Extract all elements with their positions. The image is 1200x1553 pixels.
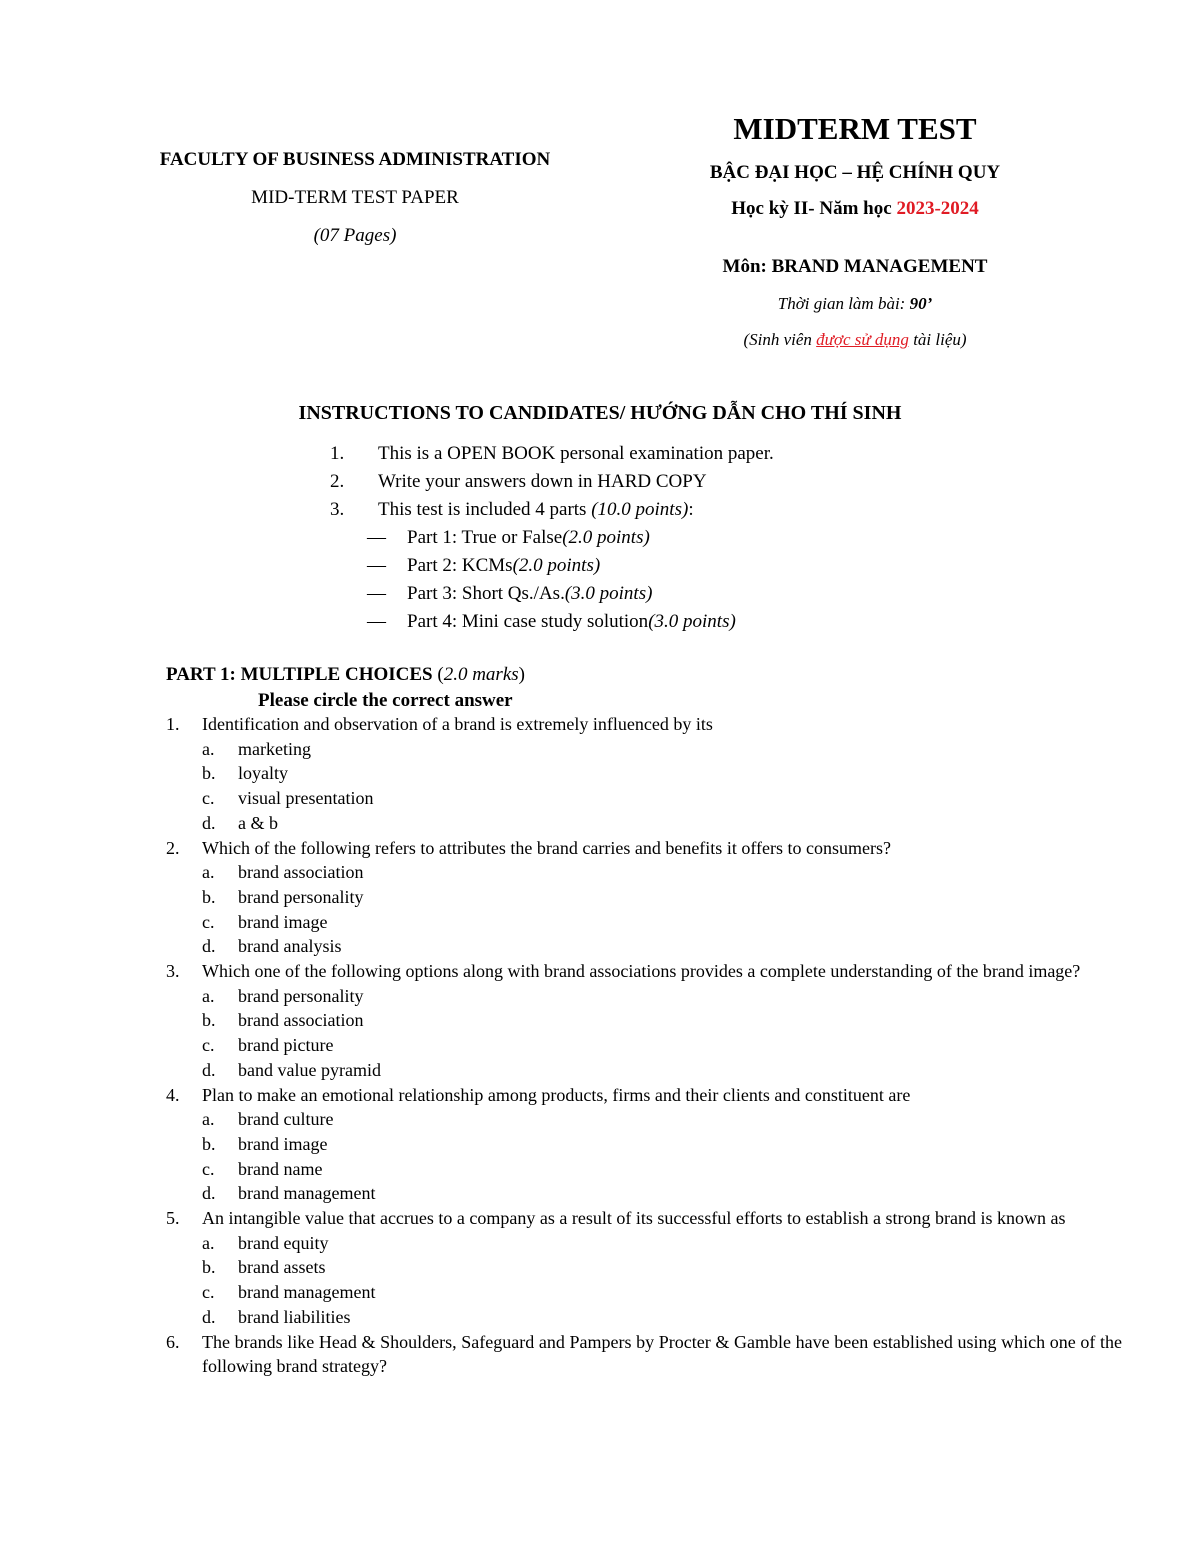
question-text: Plan to make an emotional relationship among products, firms and their clients and constituent are bbox=[202, 1084, 911, 1105]
dash-bullet: — bbox=[367, 583, 386, 604]
question-item bbox=[166, 1206, 1122, 1231]
option-letter: b. bbox=[202, 763, 216, 784]
instruction-text-main: This test is included 4 parts bbox=[378, 499, 592, 520]
part-summary-points: (3.0 points) bbox=[648, 611, 736, 632]
option-text: brand image bbox=[238, 1133, 328, 1154]
option-text: brand personality bbox=[238, 886, 364, 907]
instruction-item bbox=[330, 496, 1130, 524]
option-letter: b. bbox=[202, 1133, 216, 1154]
instruction-colon: : bbox=[688, 499, 694, 520]
part1-heading bbox=[166, 662, 1066, 688]
option-text: brand culture bbox=[238, 1109, 334, 1130]
option-letter: b. bbox=[202, 1257, 216, 1278]
option-text: a & b bbox=[238, 812, 278, 833]
option-text: brand name bbox=[238, 1158, 323, 1179]
duration-value: 90’ bbox=[909, 294, 933, 313]
option-text: loyalty bbox=[238, 763, 288, 784]
option-text: brand analysis bbox=[238, 936, 342, 957]
part1-heading-text: PART 1: MULTIPLE CHOICES bbox=[166, 664, 438, 685]
answer-option[interactable] bbox=[202, 885, 1122, 910]
answer-option[interactable] bbox=[202, 1280, 1122, 1305]
answer-option[interactable] bbox=[202, 737, 1122, 762]
page-count: (07 Pages) bbox=[313, 225, 397, 246]
option-letter: a. bbox=[202, 738, 215, 759]
instruction-text-main: This is a OPEN BOOK personal examination paper. bbox=[378, 443, 774, 464]
answer-option[interactable] bbox=[202, 1181, 1122, 1206]
instruction-text-main: Write your answers down in HARD COPY bbox=[378, 471, 707, 492]
option-letter: d. bbox=[202, 1306, 216, 1327]
instruction-points: (10.0 points) bbox=[591, 499, 689, 520]
answer-option[interactable] bbox=[202, 1008, 1122, 1033]
option-text: brand association bbox=[238, 862, 364, 883]
part1-marks: 2.0 marks bbox=[443, 664, 519, 685]
answer-option[interactable] bbox=[202, 1033, 1122, 1058]
instruction-text bbox=[378, 440, 774, 468]
subject-name: Môn: BRAND MANAGEMENT bbox=[722, 256, 988, 277]
option-letter: c. bbox=[202, 1158, 215, 1179]
question-number: 3. bbox=[166, 961, 180, 982]
instructions-title: INSTRUCTIONS TO CANDIDATES/ HƯỚNG DẪN CHO THÍ SINH bbox=[298, 402, 902, 424]
questions-list bbox=[166, 712, 1122, 1379]
part1-header bbox=[166, 662, 1066, 714]
education-level: BẬC ĐẠI HỌC – HỆ CHÍNH QUY bbox=[709, 162, 1001, 183]
part-summary-points: (2.0 points) bbox=[512, 555, 601, 576]
option-letter: d. bbox=[202, 936, 216, 957]
semester-line bbox=[610, 194, 1100, 224]
question-text: Which one of the following options along with brand associations provides a complete understanding of the brand image? bbox=[202, 961, 1081, 982]
option-text: brand management bbox=[238, 1183, 376, 1204]
part1-paren-close: ) bbox=[518, 664, 525, 685]
question-item bbox=[166, 712, 1122, 737]
answer-option[interactable] bbox=[202, 1058, 1122, 1083]
option-letter: d. bbox=[202, 1183, 216, 1204]
part-summary-points: (3.0 points) bbox=[564, 583, 653, 604]
instruction-number: 2. bbox=[330, 471, 345, 492]
question-number: 2. bbox=[166, 837, 180, 858]
answer-option[interactable] bbox=[202, 1255, 1122, 1280]
option-letter: a. bbox=[202, 1109, 215, 1130]
exam-duration bbox=[610, 290, 1100, 318]
answer-option[interactable] bbox=[202, 1305, 1122, 1330]
option-letter: c. bbox=[202, 788, 215, 809]
question-text: Which of the following refers to attributes the brand carries and benefits it offers to consumers? bbox=[202, 837, 891, 858]
page-title: MIDTERM TEST bbox=[733, 111, 977, 146]
dash-bullet: — bbox=[367, 555, 386, 576]
part-summary-text: Part 2: KCMs bbox=[407, 555, 513, 576]
answer-option[interactable] bbox=[202, 1157, 1122, 1182]
option-text: brand liabilities bbox=[238, 1306, 351, 1327]
semester-label: Học kỳ II- Năm học bbox=[731, 198, 897, 219]
faculty-name: FACULTY OF BUSINESS ADMINISTRATION bbox=[159, 149, 551, 170]
option-letter: d. bbox=[202, 1059, 216, 1080]
answer-option[interactable] bbox=[202, 761, 1122, 786]
instruction-item bbox=[330, 440, 1130, 468]
part1-paren-open: ( bbox=[437, 664, 444, 685]
option-text: brand assets bbox=[238, 1257, 326, 1278]
answer-option[interactable] bbox=[202, 811, 1122, 836]
option-letter: a. bbox=[202, 862, 215, 883]
answer-option[interactable] bbox=[202, 860, 1122, 885]
option-text: brand picture bbox=[238, 1035, 334, 1056]
question-item bbox=[166, 1083, 1122, 1108]
note-suffix: tài liệu) bbox=[908, 330, 967, 349]
option-letter: c. bbox=[202, 1282, 215, 1303]
question-text: Identification and observation of a brand is extremely influenced by its bbox=[202, 714, 713, 734]
part-summary-text: Part 4: Mini case study solution bbox=[407, 611, 649, 632]
question-number: 5. bbox=[166, 1208, 180, 1229]
answer-option[interactable] bbox=[202, 910, 1122, 935]
answer-option[interactable] bbox=[202, 1132, 1122, 1157]
note-highlight: được sử dụng bbox=[816, 330, 909, 349]
instruction-text bbox=[378, 496, 694, 524]
option-letter: c. bbox=[202, 911, 215, 932]
question-text: The brands like Head & Shoulders, Safeguard and Pampers by Procter & Gamble have been established using which one of the following brand strategy? bbox=[202, 1331, 1122, 1377]
question-number: 4. bbox=[166, 1084, 180, 1105]
answer-option[interactable] bbox=[202, 984, 1122, 1009]
option-letter: c. bbox=[202, 1035, 215, 1056]
question-item bbox=[166, 1330, 1122, 1379]
option-text: visual presentation bbox=[238, 788, 374, 809]
option-letter: a. bbox=[202, 985, 215, 1006]
option-text: brand association bbox=[238, 1010, 364, 1031]
option-text: marketing bbox=[238, 738, 311, 759]
option-text: brand personality bbox=[238, 985, 364, 1006]
part-summary-item bbox=[367, 552, 1130, 580]
part-summary-text: Part 3: Short Qs./As. bbox=[407, 583, 565, 604]
option-text: brand management bbox=[238, 1282, 376, 1303]
materials-note bbox=[610, 326, 1100, 354]
duration-label: Thời gian làm bài: bbox=[777, 294, 910, 313]
question-text: An intangible value that accrues to a company as a result of its successful efforts to establish a strong brand is known as bbox=[202, 1208, 1066, 1229]
instruction-number: 3. bbox=[330, 499, 345, 520]
header-left bbox=[110, 145, 600, 251]
option-letter: b. bbox=[202, 1010, 216, 1031]
part-summary-item bbox=[367, 608, 1130, 636]
instruction-item bbox=[330, 468, 1130, 496]
part-summary-text: Part 1: True or False bbox=[407, 527, 563, 548]
academic-year: 2023-2024 bbox=[896, 198, 979, 219]
instruction-text bbox=[378, 468, 707, 496]
dash-bullet: — bbox=[367, 527, 386, 548]
option-letter: b. bbox=[202, 886, 216, 907]
answer-option[interactable] bbox=[202, 934, 1122, 959]
option-letter: d. bbox=[202, 812, 216, 833]
answer-option[interactable] bbox=[202, 1231, 1122, 1256]
header-right bbox=[610, 108, 1100, 354]
question-item bbox=[166, 959, 1122, 984]
option-letter: a. bbox=[202, 1232, 215, 1253]
part-summary-item bbox=[367, 580, 1130, 608]
answer-option[interactable] bbox=[202, 786, 1122, 811]
question-number: 6. bbox=[166, 1331, 180, 1352]
part-summary-points: (2.0 points) bbox=[562, 527, 650, 548]
question-item bbox=[166, 836, 1122, 861]
option-text: brand image bbox=[238, 911, 328, 932]
dash-bullet: — bbox=[367, 611, 386, 632]
note-prefix: (Sinh viên bbox=[743, 330, 817, 349]
part-summary-item bbox=[367, 524, 1130, 552]
option-text: brand equity bbox=[238, 1232, 329, 1253]
answer-option[interactable] bbox=[202, 1107, 1122, 1132]
part1-instruction: Please circle the correct answer bbox=[258, 690, 513, 711]
option-text: band value pyramid bbox=[238, 1059, 381, 1080]
instruction-number: 1. bbox=[330, 443, 345, 464]
question-number: 1. bbox=[166, 714, 180, 734]
instructions-list bbox=[330, 440, 1130, 636]
paper-type: MID-TERM TEST PAPER bbox=[251, 187, 459, 208]
